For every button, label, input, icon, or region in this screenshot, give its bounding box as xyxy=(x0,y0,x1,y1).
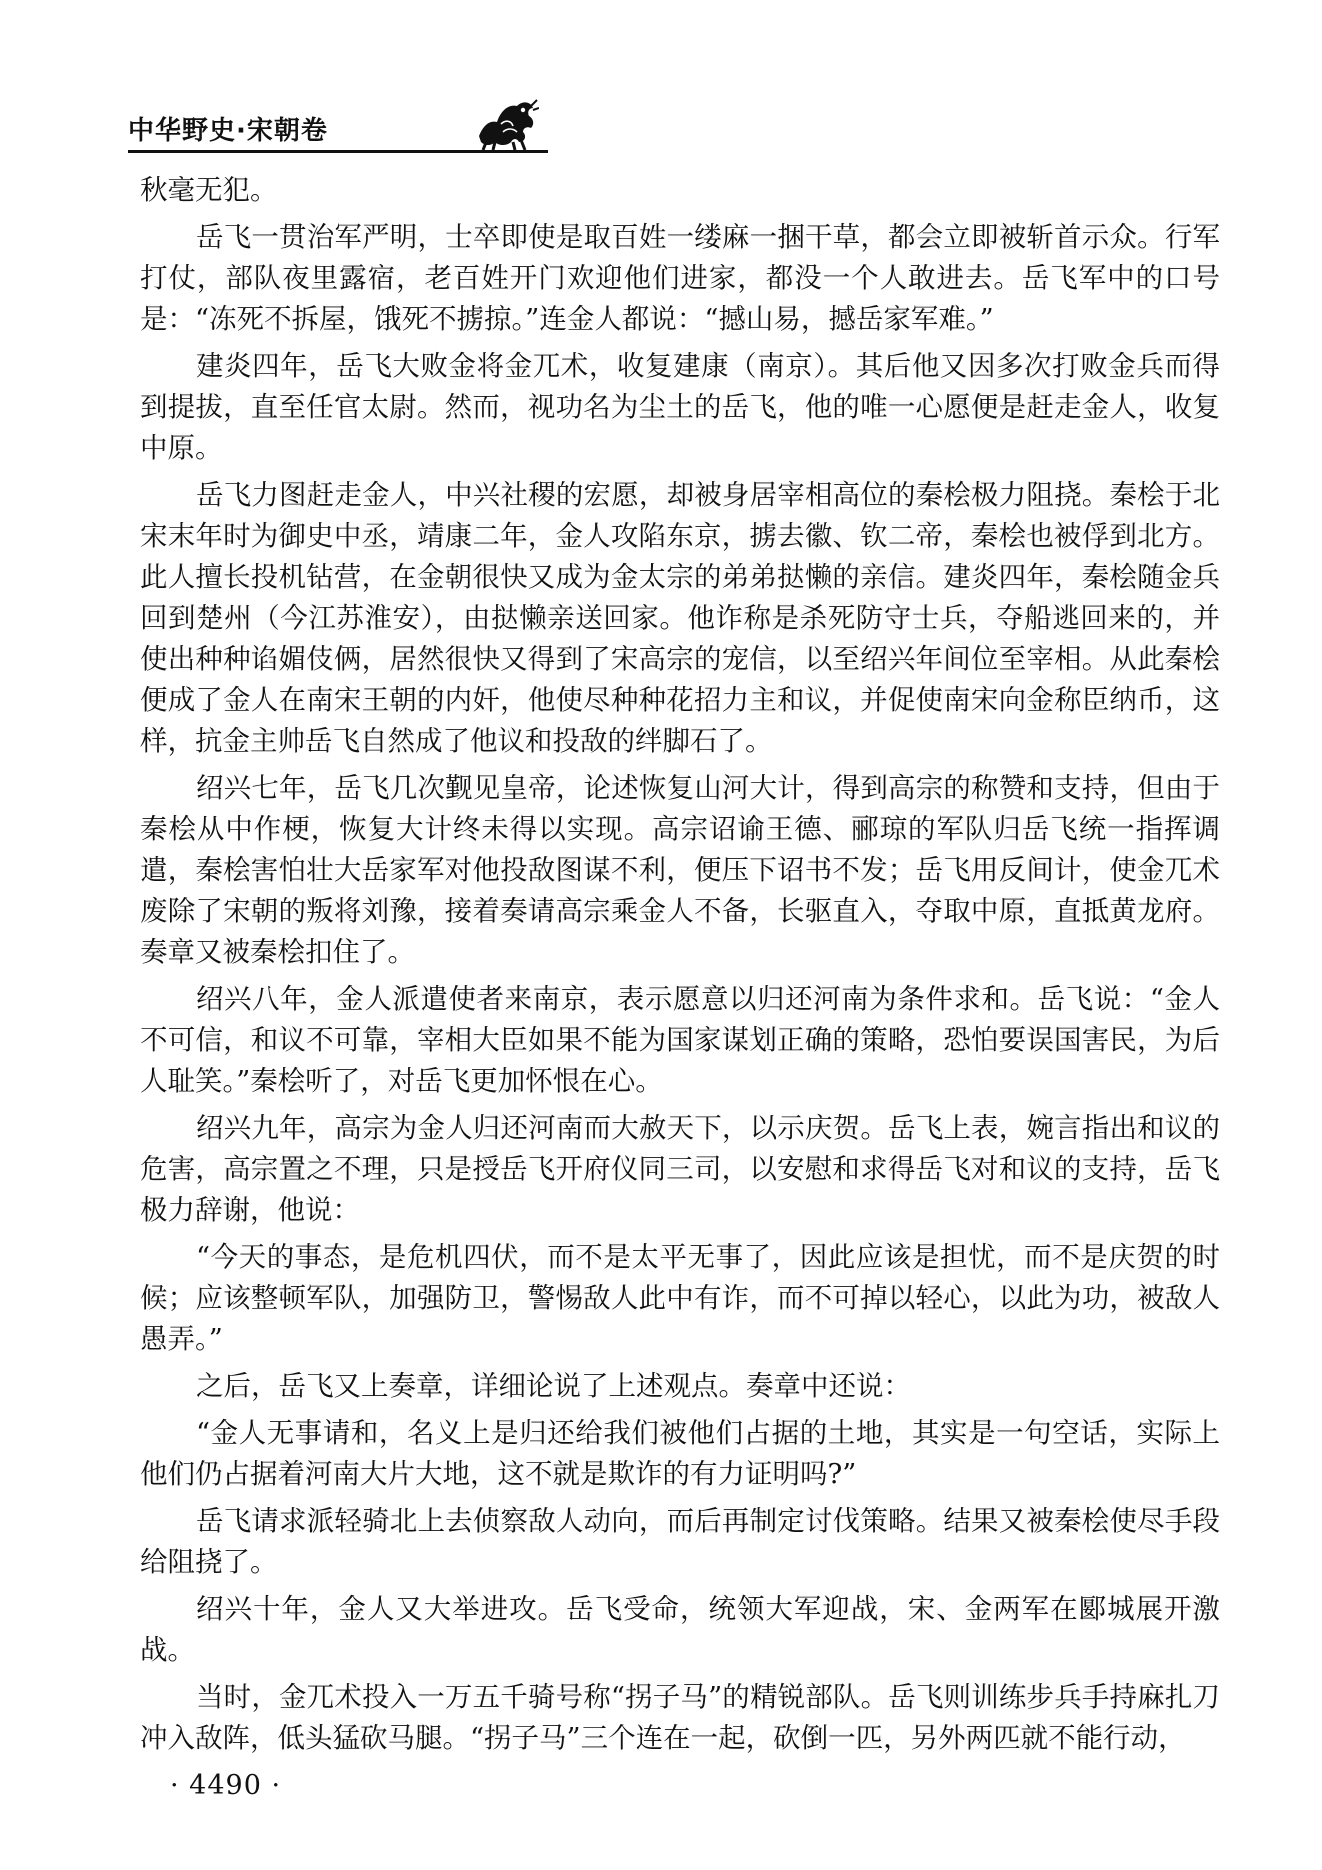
header-rule xyxy=(128,150,548,153)
paragraph: 当时，金兀术投入一万五千骑号称“拐子马”的精锐部队。岳飞则训练步兵手持麻扎刀冲入敌阵，低头猛砍马腿。“拐子马”三个连在一起，砍倒一匹，另外两匹就不能行动， xyxy=(140,1681,1220,1754)
paragraph: “金人无事请和，名义上是归还给我们被他们占据的土地，其实是一句空话，实际上他们仍占据着河南大片大地，这不就是欺诈的有力证明吗?” xyxy=(140,1417,1220,1490)
paragraph: 岳飞一贯治军严明，士卒即使是取百姓一缕麻一捆干草，都会立即被斩首示众。行军打仗，部队夜里露宿，老百姓开门欢迎他们进家，都没一个人敢进去。岳飞军中的口号是：“冻死不拆屋，饿死不掳掠。”连金人都说：“撼山易，撼岳家军难。” xyxy=(140,221,1220,335)
paragraph: 之后，岳飞又上奏章，详细论说了上述观点。奏章中还说： xyxy=(196,1370,911,1402)
running-header xyxy=(128,100,548,156)
paragraph: 绍兴九年，高宗为金人归还河南而大赦天下，以示庆贺。岳飞上表，婉言指出和议的危害，高宗置之不理，只是授岳飞开府仪同三司，以安慰和求得岳飞对和议的支持，岳飞极力辞谢，他说： xyxy=(140,1112,1220,1226)
paragraph: 岳飞请求派轻骑北上去侦察敌人动向，而后再制定讨伐策略。结果又被秦桧使尽手段给阻挠了。 xyxy=(140,1505,1220,1578)
paragraph: 绍兴八年，金人派遣使者来南京，表示愿意以归还河南为条件求和。岳飞说：“金人不可信，和议不可靠，宰相大臣如果不能为国家谋划正确的策略，恐怕要误国害民，为后人耻笑。”秦桧听了，对岳飞更加怀恨在心。 xyxy=(140,983,1220,1097)
dragon-icon xyxy=(473,96,539,152)
paragraph: 岳飞力图赶走金人，中兴社稷的宏愿，却被身居宰相高位的秦桧极力阻挠。秦桧于北宋末年时为御史中丞，靖康二年，金人攻陷东京，掳去徽、钦二帝，秦桧也被俘到北方。此人擅长投机钻营，在金朝很快又成为金太宗的弟弟挞懒的亲信。建炎四年，秦桧随金兵回到楚州（今江苏淮安），由挞懒亲送回家。他诈称是杀死防守士兵，夺船逃回来的，并使出种种谄媚伎俩，居然很快又得到了宋高宗的宠信，以至绍兴年间位至宰相。从此秦桧便成了金人在南宋王朝的内奸，他使尽种种花招力主和议，并促使南宋向金称臣纳币，这样，抗金主帅岳飞自然成了他议和投敌的绊脚石了。 xyxy=(140,479,1220,757)
paragraph: 秋毫无犯。 xyxy=(140,174,278,206)
paragraph: 绍兴七年，岳飞几次觐见皇帝，论述恢复山河大计，得到高宗的称赞和支持，但由于秦桧从中作梗，恢复大计终未得以实现。高宗诏谕王德、郦琼的军队归岳飞统一指挥调遣，秦桧害怕壮大岳家军对他投敌图谋不利，便压下诏书不发；岳飞用反间计，使金兀术废除了宋朝的叛将刘豫，接着奏请高宗乘金人不备，长驱直入，夺取中原，直抵黄龙府。奏章又被秦桧扣住了。 xyxy=(140,772,1220,968)
paragraph: 绍兴十年，金人又大举进攻。岳飞受命，统领大军迎战，宋、金两军在郾城展开激战。 xyxy=(140,1593,1220,1666)
paragraph: 建炎四年，岳飞大败金将金兀术，收复建康（南京）。其后他又因多次打败金兵而得到提拔，直至任官太尉。然而，视功名为尘土的岳飞，他的唯一心愿便是赶走金人，收复中原。 xyxy=(140,350,1220,464)
paragraph: “今天的事态，是危机四伏，而不是太平无事了，因此应该是担忧，而不是庆贺的时候；应该整顿军队，加强防卫，警惕敌人此中有诈，而不可掉以轻心，以此为功，被敌人愚弄。” xyxy=(140,1241,1220,1355)
body-text xyxy=(140,170,1220,1759)
book-title: 中华野史·宋朝卷 xyxy=(128,116,328,146)
page-number: · 4490 · xyxy=(170,1770,282,1801)
